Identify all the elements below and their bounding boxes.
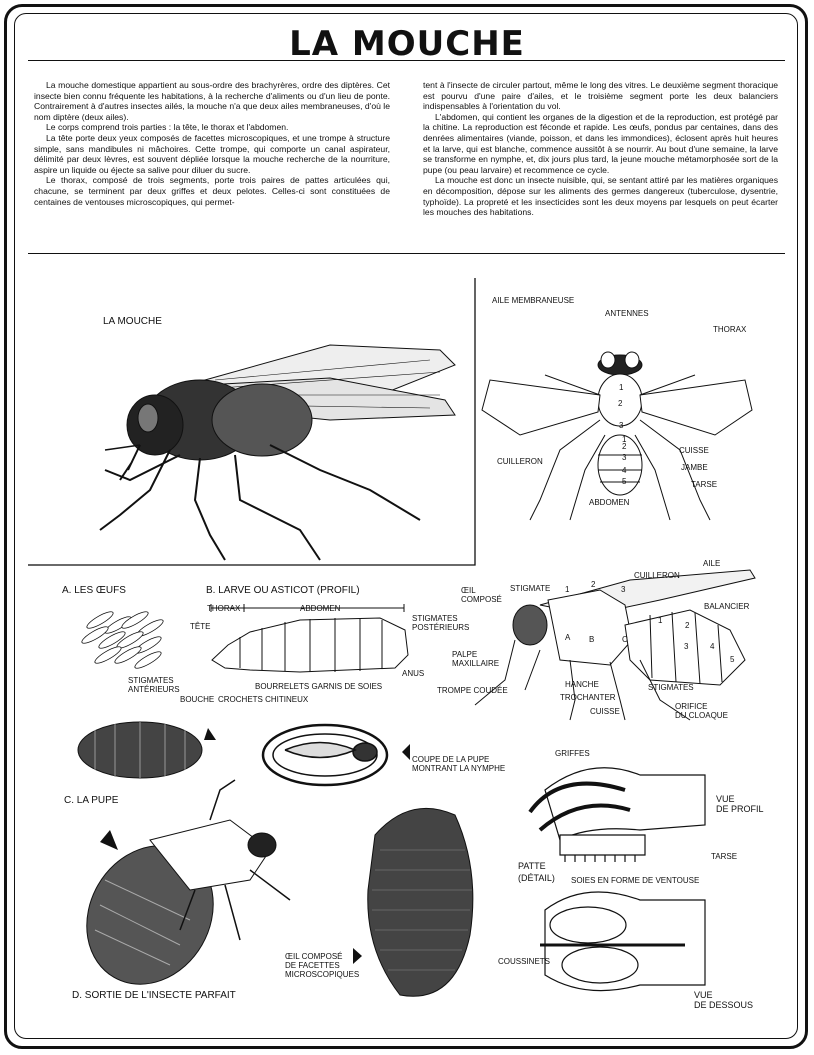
label-larva-thorax: THORAX [207,604,241,613]
arrow-section [402,744,410,760]
pupa-drawing [78,722,202,778]
label-stigmates-anterieurs: STIGMATES ANTÉRIEURS [128,676,180,694]
abdomen-number: 2 [685,621,690,630]
label-stigmates-profil: STIGMATES [648,683,694,692]
label-cuilleron: CUILLERON [497,457,543,466]
label-soies: SOIES EN FORME DE VENTOUSE [571,876,700,885]
profile-number: 1 [565,585,570,594]
profile-number: 3 [621,585,626,594]
label-tarse-detail: TARSE [711,852,738,861]
label-antennes: ANTENNES [605,309,649,318]
segment-number: 2 [622,442,627,451]
label-anus: ANUS [402,669,425,678]
intro-paragraph: tent à l'insecte de circuler partout, même le long des vitres. Le deuxième segment thoracique est pourvu d'une paire d'ailes, et le troisième segment porte les deux balanciers indispensables à l'orientation du vol. [423,80,778,112]
intro-paragraph: Le thorax, composé de trois segments, porte trois paires de pattes articulées qui, chacune, se terminent par deux griffes et deux pelotes. Celles-ci sont constituées de centaines de ventouses microscopiques, qui permet- [34,175,390,207]
profile-letter: C [622,635,628,644]
intro-paragraph: L'abdomen, qui contient les organes de la digestion et de la reproduction, est protégé par la chitine. La reproduction est féconde et rapide. Les œufs, pondus par centaines, dans des denrées alimentaires (viande, poisson, et dans les immondices), éclosent après huit heures et la larve, qui est blanche, commence aussitôt à se nourrir. Au bout d'une semaine, la larve se transforme en nymphe, et, dix jours plus tard, la jeune mouche métamorphosée sort de la pupe (ou peau larvaire) et recommence ce cycle. [423,111,778,175]
emergence-title: D. SORTIE DE L'INSECTE PARFAIT [72,990,236,1001]
label-trompe: TROMPE COUDÉE [437,686,508,695]
intro-paragraph: La mouche est donc un insecte nuisible, qui, se sentant attiré par les matières organiques en décomposition, dépose sur les aliments des germes dangereux (tuberculose, dysentrie, typhoïde). La propreté et les insecticides sont les deux moyens par lesquels on peut écarter les mouches des habitations. [423,175,778,218]
label-tarse: TARSE [691,480,718,489]
profile-letter: B [589,635,595,644]
emerging-fly-drawing [62,780,290,1007]
label-balancier: BALANCIER [704,602,750,611]
eye-caption: ŒIL COMPOSÉ DE FACETTES MICROSCOPIQUES [285,952,360,979]
dorsal-fly-drawing [482,352,752,520]
segment-number: 4 [622,466,627,475]
abdomen-number: 3 [684,642,689,651]
pupa-title: C. LA PUPE [64,795,119,806]
segment-number: 3 [619,421,624,430]
label-patte-detail: PATTE (DÉTAIL) [518,861,555,883]
abdomen-number: 5 [730,655,735,664]
label-stigmates-posterieurs: STIGMATES POSTÉRIEURS [412,614,470,632]
fly-caption: LA MOUCHE [103,316,162,327]
segment-number: 5 [622,477,627,486]
label-coussinets: COUSSINETS [498,957,551,966]
larva-title: B. LARVE OU ASTICOT (PROFIL) [206,585,360,596]
label-aile-membraneuse: AILE MEMBRANEUSE [492,296,575,305]
segment-number: 3 [622,453,627,462]
label-cuisse: CUISSE [679,446,709,455]
label-larva-abdomen: ABDOMEN [300,604,341,613]
pupa-section-caption: COUPE DE LA PUPE MONTRANT LA NYMPHE [412,755,506,773]
compound-eye-drawing [368,808,473,996]
label-stigmate: STIGMATE [510,584,551,593]
label-cuisse-profil: CUISSE [590,707,620,716]
intro-paragraph: La mouche domestique appartient au sous-ordre des brachyrères, ordre des diptères. Cet insecte bien connu fréquente les habitations, à la recherche d'aliments ou d'un lieu de ponte. Contrairement à d'autres insectes ailés, la mouche n'a que deux ailes membraneuses, d'où le nom diptère (deux ailes). [34,80,390,122]
abdomen-number: 4 [710,642,715,651]
profile-number: 2 [591,580,596,589]
label-bourrelets: BOURRELETS GARNIS DE SOIES [255,682,383,691]
label-cuilleron-profil: CUILLERON [634,571,680,580]
label-bouche: BOUCHE [180,695,215,704]
arrow-pupe-title [100,830,118,850]
intro-paragraph: Le corps comprend trois parties : la tête, le thorax et l'abdomen. [46,122,289,133]
eggs-drawing [80,609,165,671]
larva-drawing [211,604,408,672]
label-abdomen: ABDOMEN [589,498,630,507]
label-orifice: ORIFICE DU CLOAQUE [675,702,728,720]
pupa-section-drawing [263,725,387,785]
eggs-title: A. LES ŒUFS [62,585,126,596]
label-vue-profil: VUE DE PROFIL [716,794,764,814]
segment-number: 2 [618,399,623,408]
segment-number: 1 [619,383,624,392]
label-trochanter: TROCHANTER [560,693,616,702]
label-crochets: CROCHETS CHITINEUX [218,695,309,704]
label-griffes: GRIFFES [555,749,590,758]
label-aile: AILE [703,559,721,568]
fly-drawing [100,345,455,560]
label-vue-dessous: VUE DE DESSOUS [694,990,754,1010]
label-tete: TÊTE [190,622,211,631]
intro-paragraph: La tête porte deux yeux composés de facettes microscopiques, et une trompe à structure simple, sans mandibules ni mâchoires. Cette trompe, qui comporte un canal aspirateur, délimité par deux lèvres, est souvent dépliée lorsque la mouche recherche de la nourriture, aspire un liquide ou éjecte sa salive pour diluer du sucre. [34,132,390,175]
label-palpe: PALPE MAXILLAIRE [452,650,500,668]
arrow-pupa [204,728,216,740]
abdomen-number: 1 [658,616,663,625]
label-thorax: THORAX [713,325,747,334]
label-hanche: HANCHE [565,680,599,689]
label-jambe: JAMBE [681,463,708,472]
segment-number: 1 [622,435,627,444]
page-title: LA MOUCHE [289,24,525,64]
profile-letter: A [565,633,571,642]
label-oeil-compose: ŒIL COMPOSÉ [461,586,502,604]
